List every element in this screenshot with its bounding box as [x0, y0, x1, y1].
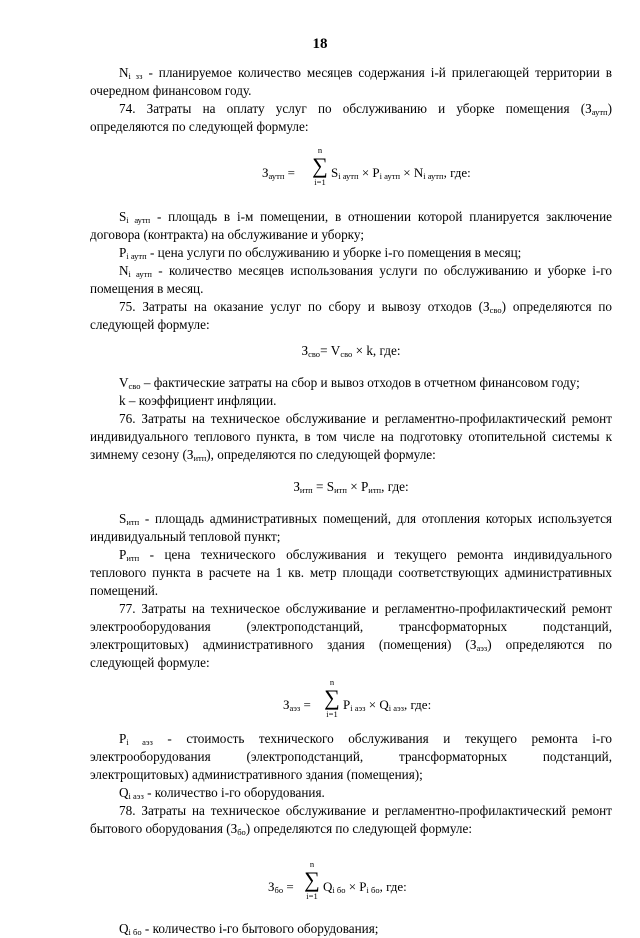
- sum-symbol: n ∑ i=1: [324, 677, 340, 719]
- formula-itp: $З_{итп} = S_{итп} \times P_{итп}$, где:: [293, 479, 409, 495]
- item-76-heading: 76. Затраты на техническое обслуживание и регламентно-профилактический ремонт индивидуального теплового пункта, в том числе на подготовку отопительной системы к зимнему сезону $(З_{итп})$, определяются по следующей формуле:: [90, 411, 612, 463]
- item-77-heading: 77. Затраты на техническое обслуживание и регламентно-профилактический ремонт электрооборудования (электроподстанций, трансформаторных подстанций, электрощитовых) административного здания (помещения) $(З_{аэз})$ определяются по следующей формуле:: [90, 601, 612, 670]
- definition-n-zz: $N_{i зз}$ - планируемое количество месяцев содержания i-й прилегающей территории в очередном финансовом году.: [90, 65, 613, 98]
- definition-s-autp: $S_{i аутп}$ - площадь в i-м помещении, в отношении которой планируется заключение договора (контракта) на обслуживание и уборку;: [90, 209, 612, 242]
- sum-symbol: n ∑ i=1: [304, 859, 320, 901]
- formula-svo: $З_{сво}= V_{сво} \times k$, где:: [301, 343, 401, 359]
- page-number: 18: [312, 36, 328, 52]
- formula-aez: $З_{аэз}$ = n ∑ i=1 $P_{i аэз} \times Q_{i аэз}$, где:: [283, 677, 432, 719]
- definition-p-itp: $P_{итп}$ - цена технического обслуживания и текущего ремонта индивидуального теплового пункта в расчете на 1 кв. метр площади соответствующих административных помещений.: [90, 547, 612, 598]
- item-78-heading: 78. Затраты на техническое обслуживание и регламентно-профилактический ремонт бытового оборудования $(З_{бо})$ определяются по следующей формуле:: [90, 803, 612, 837]
- formula-bo: $З_{бо}$ = n ∑ i=1 $Q_{i бо} \times P_{i бо}$, где:: [268, 859, 407, 901]
- definition-p-aez: $P_{i аэз}$ - стоимость технического обслуживания и текущего ремонта i-го электрооборудования (электроподстанций, трансформаторных подстанций, электрощитовых) административного здания (помещения);: [90, 731, 613, 782]
- definition-k: k – коэффициент инфляции.: [119, 393, 277, 408]
- definition-q-bo: $Q_{i бо}$ - количество i-го бытового оборудования;: [119, 921, 379, 937]
- definition-s-itp: $S_{итп}$ - площадь административных помещений, для отопления которых используется индивидуальный тепловой пункт;: [90, 511, 612, 544]
- item-75-heading: 75. Затраты на оказание услуг по сбору и вывозу отходов $(З_{сво})$ определяются по следующей формуле:: [90, 299, 612, 332]
- item-74-heading: 74. Затраты на оплату услуг по обслуживанию и уборке помещения $(З_{аутп})$ определяются по следующей формуле:: [90, 101, 612, 134]
- document-body: [90, 64, 612, 938]
- definition-p-autp: $P_{i аутп}$ - цена услуги по обслуживанию и уборке i-го помещения в месяц;: [119, 245, 522, 261]
- definition-n-autp: $N_{i аутп}$ - количество месяцев использования услуги по обслуживанию и уборке i-го помещения в месяц.: [90, 263, 613, 296]
- definition-q-aez: $Q_{i аэз}$ - количество i-го оборудования.: [119, 785, 325, 801]
- definition-v-svo: $V_{сво}$ – фактические затраты на сбор и вывоз отходов в отчетном финансовом году;: [119, 375, 580, 391]
- sum-symbol: n ∑ i=1: [312, 145, 328, 187]
- formula-autp: $З_{аутп}$ = n ∑ i=1 $S_{i аутп} \times P_{i аутп} \times N_{i аутп}$, где:: [262, 145, 471, 187]
